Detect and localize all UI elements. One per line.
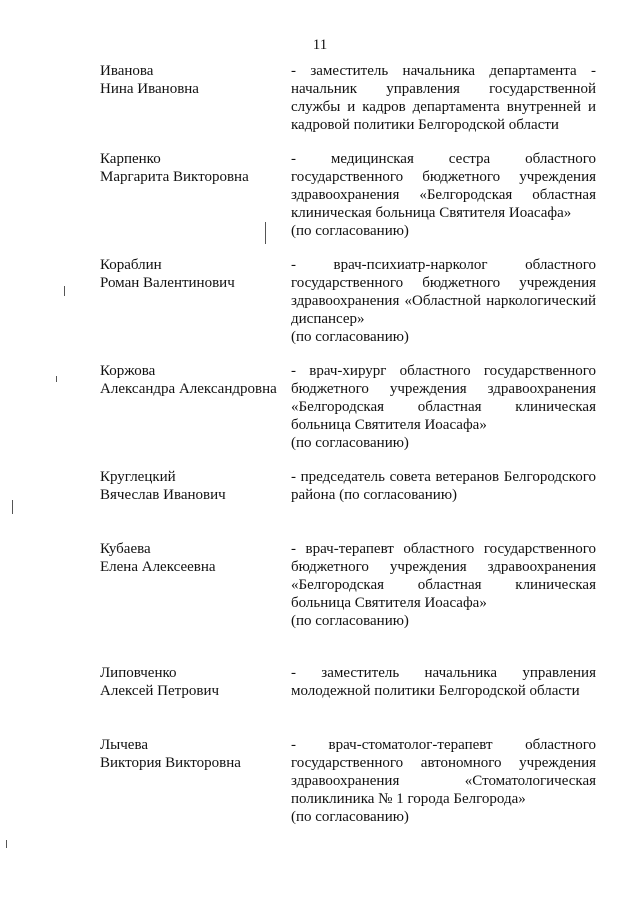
member-role-text: - врач-терапевт областного государственного бюджетного учреждения здравоохранения «Белгородская областная клиническая больница Святителя Иоасафа»: [291, 541, 596, 611]
member-name: [100, 736, 286, 772]
member-role-text: - председатель совета ветеранов Белгородского района (по согласованию): [291, 469, 596, 503]
member-role: [291, 62, 596, 134]
member-surname: Коржова: [100, 363, 156, 379]
member-name: [100, 468, 286, 504]
member-surname: Круглецкий: [100, 469, 176, 485]
member-role: [291, 362, 596, 452]
member-role-text: - заместитель начальника управления молодежной политики Белгородской области: [291, 665, 596, 699]
member-surname: Липовченко: [100, 665, 177, 681]
member-role-text: - врач-психиатр-нарколог областного государственного бюджетного учреждения здравоохранения «Областной наркологический диспансер»: [291, 257, 596, 327]
member-role-text: - врач-хирург областного государственного бюджетного учреждения здравоохранения «Белгородская областная клиническая больница Святителя Иоасафа»: [291, 363, 596, 433]
member-role-text: - медицинская сестра областного государственного бюджетного учреждения здравоохранения «Белгородская областная клиническая больница Святителя Иоасафа»: [291, 151, 596, 221]
member-surname: Кораблин: [100, 257, 162, 273]
member-name: [100, 150, 286, 186]
member-given-names: Елена Алексеевна: [100, 559, 216, 575]
member-given-names: Роман Валентинович: [100, 275, 235, 291]
member-surname: Кубаева: [100, 541, 151, 557]
scan-artifact: [56, 376, 57, 382]
member-given-names: Маргарита Викторовна: [100, 169, 249, 185]
member-role-note: (по согласованию): [291, 613, 409, 629]
scan-artifact: [6, 840, 7, 848]
member-given-names: Вячеслав Иванович: [100, 487, 226, 503]
member-role-note: (по согласованию): [291, 435, 409, 451]
member-role: [291, 150, 596, 240]
member-role-text: - врач-стоматолог-терапевт областного государственного автономного учреждения здравоохранения «Стоматологическая поликлиника № 1 города Белгорода»: [291, 737, 596, 807]
member-role: [291, 256, 596, 346]
scan-artifact: [265, 222, 266, 244]
member-role-note: (по согласованию): [291, 223, 409, 239]
page-number: 11: [312, 37, 328, 53]
member-given-names: Виктория Викторовна: [100, 755, 241, 771]
member-surname: Карпенко: [100, 151, 161, 167]
member-surname: Иванова: [100, 63, 154, 79]
scan-artifact: [64, 286, 65, 296]
member-role-note: (по согласованию): [291, 809, 409, 825]
member-given-names: Нина Ивановна: [100, 81, 199, 97]
member-name: [100, 664, 286, 700]
member-role-note: (по согласованию): [291, 329, 409, 345]
member-role: [291, 540, 596, 630]
member-name: [100, 540, 286, 576]
member-name: [100, 256, 286, 292]
member-role: [291, 468, 596, 504]
member-name: [100, 62, 286, 98]
member-role: [291, 736, 596, 826]
member-name: [100, 362, 286, 398]
member-role: [291, 664, 596, 700]
member-role-text: - заместитель начальника департамента - начальник управления государственной службы и кадров департамента внутренней и кадровой политики Белгородской области: [291, 63, 596, 133]
member-given-names: Александра Александровна: [100, 381, 277, 397]
member-given-names: Алексей Петрович: [100, 683, 220, 699]
scan-artifact: [12, 500, 13, 514]
member-surname: Лычева: [100, 737, 148, 753]
